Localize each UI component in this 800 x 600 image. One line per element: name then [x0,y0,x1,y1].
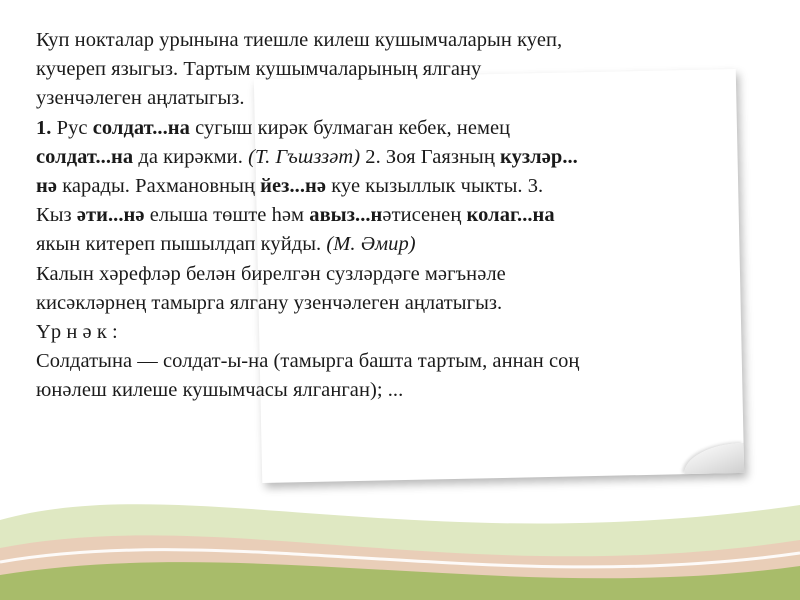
text-segment: юнәлеш килеше кушымчасы ялганган); ... [36,379,404,402]
text-segment: карады. Рахмановның [57,175,261,198]
text-segment: Куп нокталар урынына тиешле килеш кушымчаларын куеп, [36,29,563,51]
exercise-text [36,26,756,406]
bold-word: кузләр... [500,145,578,168]
text-segment: сугыш кирәк булмаган кебек, немец [189,116,511,139]
bold-word: йез...нә [260,175,327,198]
text-segment: кисәкләрнең тамырга ялгану узенчәлеген аңлатыгыз. [36,291,503,314]
text-segment: узенчәлеген аңлатыгыз. [36,87,245,110]
text-segment: әтисенең [382,204,467,227]
text-line [36,114,756,143]
text-segment: да кирәкми. [133,145,249,168]
text-segment: 2. Зоя Гаязның [360,145,501,168]
text-line [36,201,756,230]
text-line [36,260,756,289]
text-line [36,55,756,84]
text-line [36,376,756,405]
text-line [36,230,756,259]
text-line [36,84,756,113]
bold-word: авыз...н [309,204,383,227]
bold-word: нә [36,175,58,198]
text-segment: Кыз [36,204,77,227]
text-segment: елыша төште һәм [144,204,310,227]
text-line [36,347,756,376]
text-line [36,26,756,55]
text-line [36,318,756,347]
text-segment: Калын хәрефләр белән бирелгән сузләрдәге мәгънәле [36,262,506,285]
italic-citation: (М. Әмир) [326,233,416,256]
text-segment: куе кызыллык чыкты. 3. [326,175,544,198]
text-line [36,289,756,318]
bold-word: әти...нә [76,204,145,227]
bold-word: солдат...на [92,116,190,139]
text-segment: Үр н ә к : [36,321,118,344]
text-line [36,172,756,201]
italic-citation: (Т. Гъшззәт) [248,145,361,168]
text-segment: кучереп языгыз. Тартым кушымчаларының ялгану [36,58,482,81]
text-segment: Солдатына — солдат-ы-на (тамырга башта тартым, аннан соң [36,350,580,373]
page-curl [684,443,745,474]
text-segment: Рус [56,116,93,139]
text-segment: якын китереп пышылдап куйды. [36,233,327,256]
bold-word: солдат...на [36,145,134,168]
bold-word: колаг...на [466,204,555,227]
bold-word: 1. [36,116,57,139]
text-line [36,143,756,172]
